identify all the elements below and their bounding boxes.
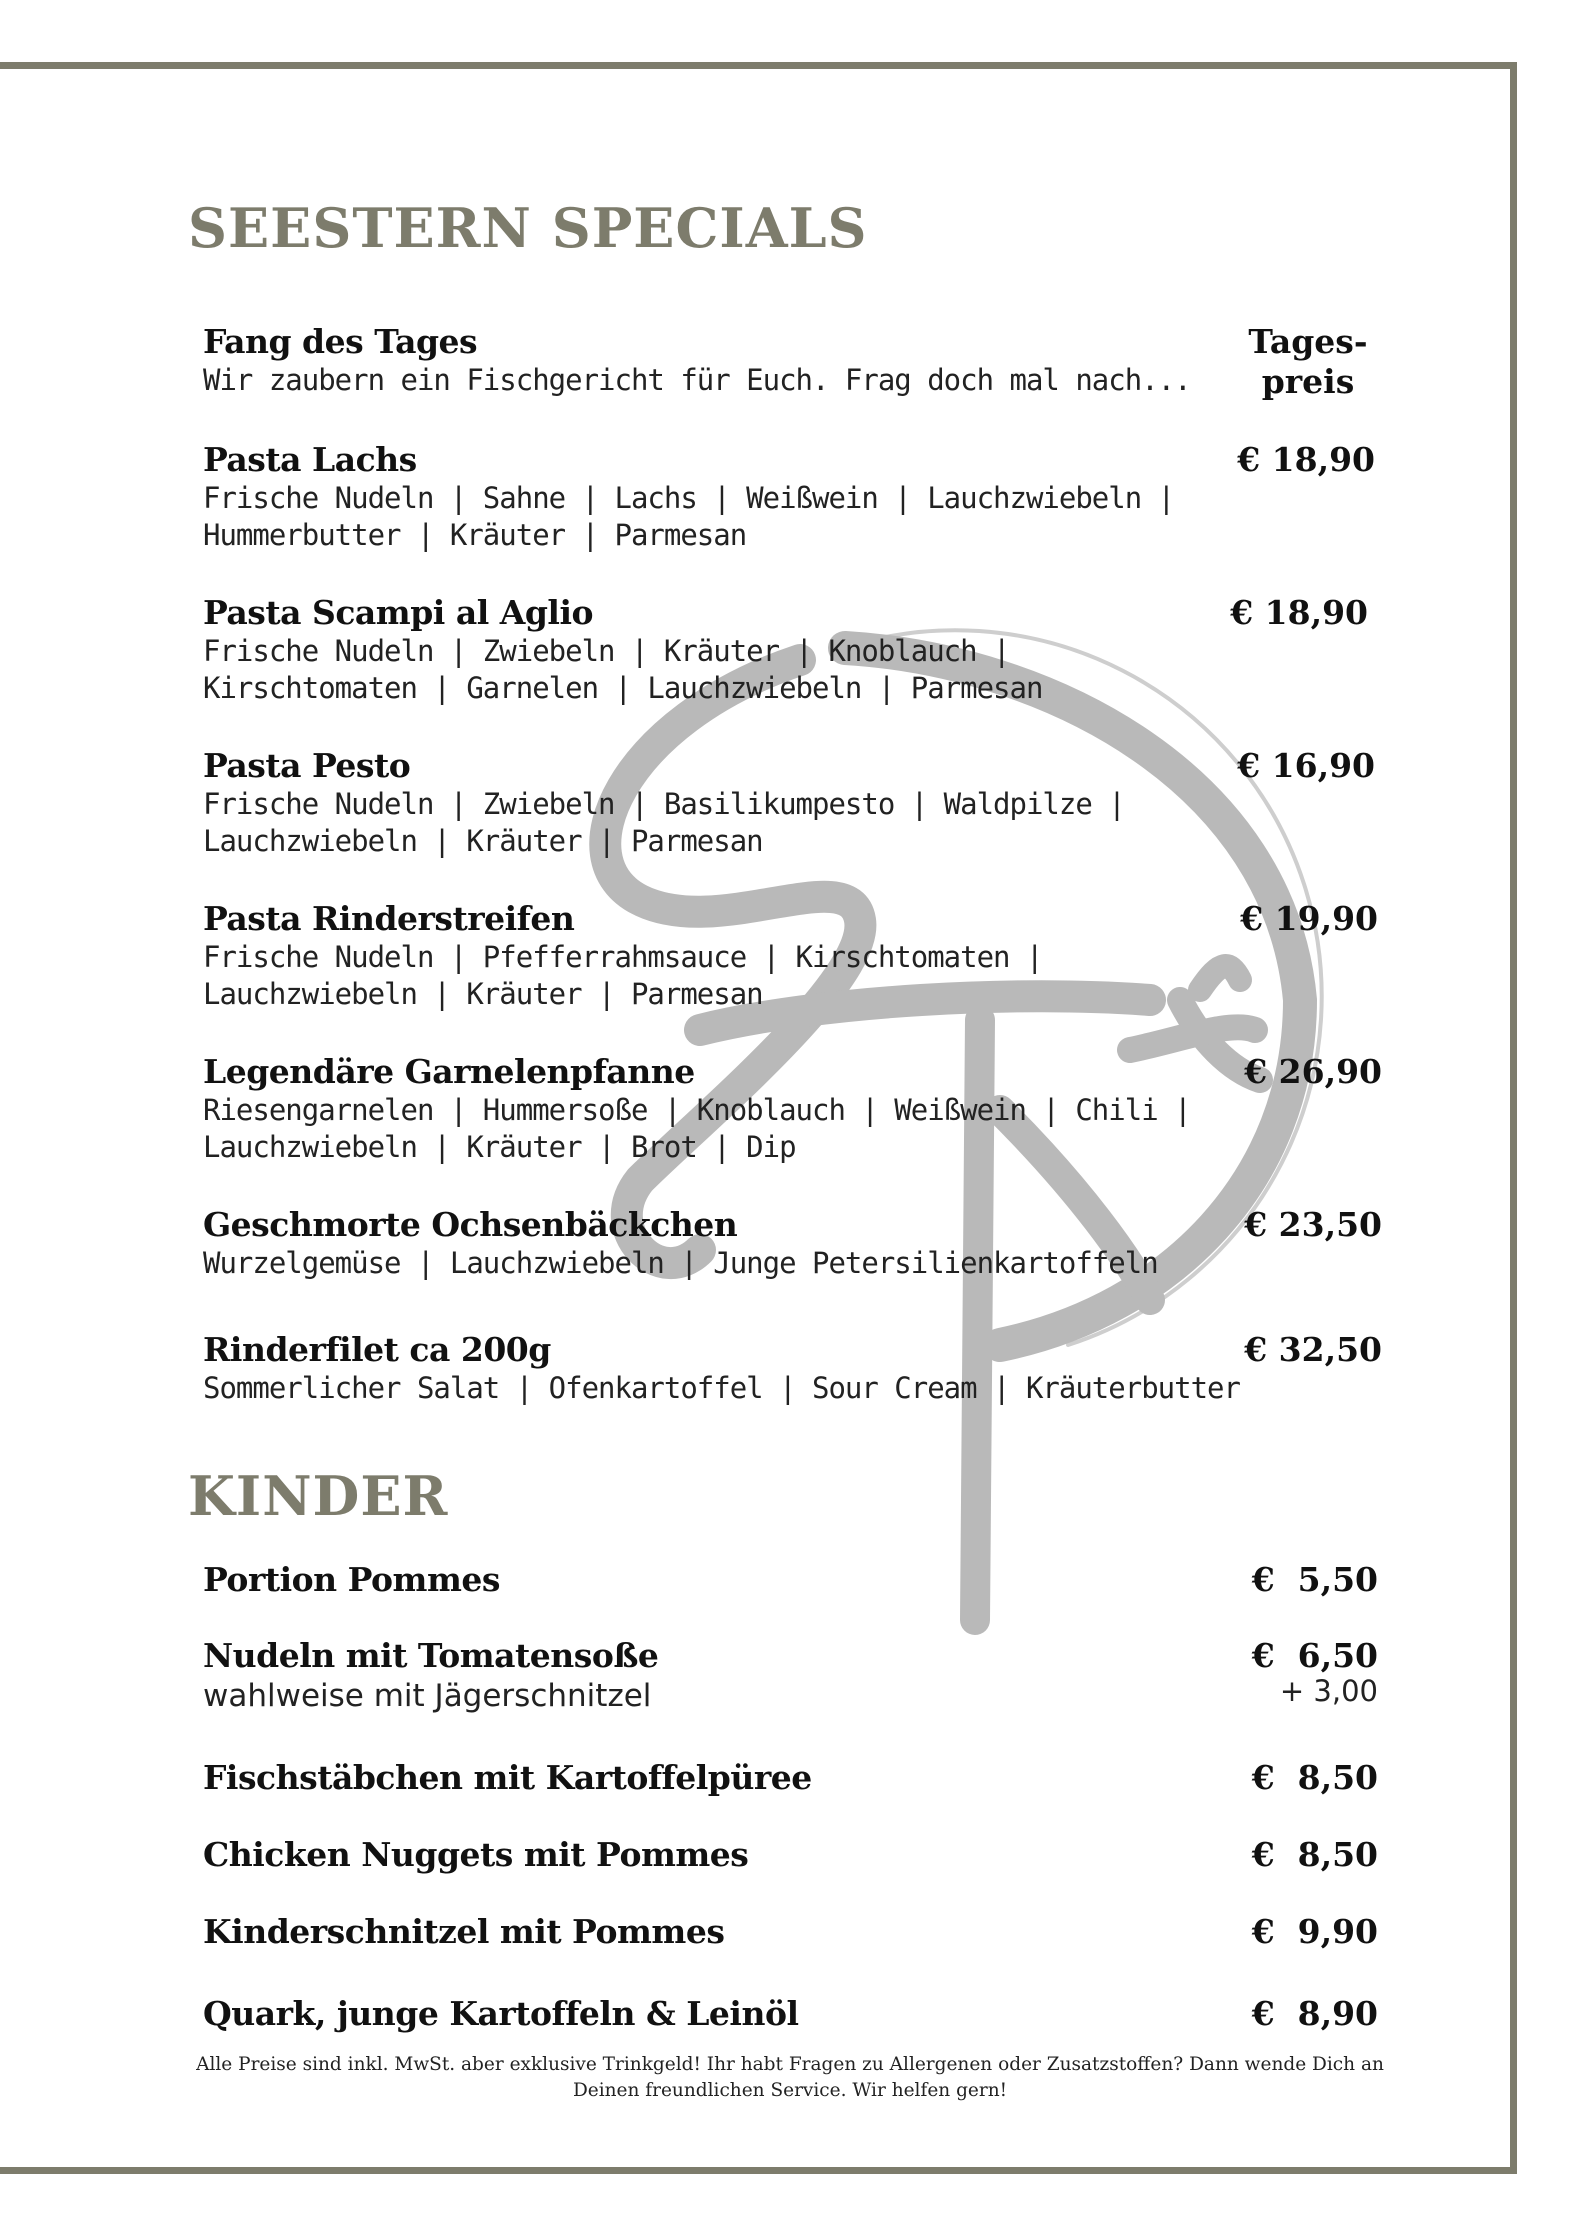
- menu-item-price: € 18,90: [1237, 440, 1375, 479]
- footer-note: Alle Preise sind inkl. MwSt. aber exklusive Trinkgeld! Ihr habt Fragen zu Allergenen oder Zusatzstoffen? Dann wende Dich an Deinen freundlichen Service. Wir helfen gern!: [196, 2054, 1384, 2101]
- menu-item-extra-price: + 3,00: [1279, 1674, 1378, 1708]
- menu-item-price: Tages- preis: [1248, 322, 1368, 401]
- menu-item-description: wahlweise mit Jägerschnitzel: [203, 1678, 652, 1714]
- menu-item-description: Sommerlicher Salat | Ofenkartoffel | Sour Cream | Kräuterbutter: [203, 1371, 1240, 1405]
- menu-item-description: Riesengarnelen | Hummersoße | Knoblauch | Weißwein | Chili | Lauchzwiebeln | Kräuter | Brot | Dip: [203, 1093, 1191, 1164]
- menu-item-price: € 32,50: [1244, 1330, 1382, 1369]
- menu-item-price: € 8,50: [1251, 1758, 1378, 1797]
- menu-item-name: Legendäre Garnelenpfanne: [203, 1052, 695, 1091]
- menu-item-name: Kinderschnitzel mit Pommes: [203, 1912, 725, 1951]
- menu-item-description: Wir zaubern ein Fischgericht für Euch. Frag doch mal nach...: [203, 363, 1191, 397]
- menu-item-name: Quark, junge Kartoffeln & Leinöl: [203, 1994, 799, 2033]
- menu-item-name: Fischstäbchen mit Kartoffelpüree: [203, 1758, 812, 1797]
- menu-item-name: Pasta Pesto: [203, 746, 411, 785]
- menu-item-name: Portion Pommes: [203, 1560, 500, 1599]
- menu-item-price: € 5,50: [1251, 1560, 1378, 1599]
- menu-item-description: Frische Nudeln | Zwiebeln | Basilikumpesto | Waldpilze | Lauchzwiebeln | Kräuter | Parmesan: [203, 787, 1125, 858]
- section-title-kids: KINDER: [188, 1464, 449, 1528]
- menu-item-name: Rinderfilet ca 200g: [203, 1330, 551, 1369]
- menu-item-description: Wurzelgemüse | Lauchzwiebeln | Junge Petersilienkartoffeln: [203, 1246, 1158, 1280]
- menu-item-name: Fang des Tages: [203, 322, 478, 361]
- menu-item-name: Nudeln mit Tomatensoße: [203, 1636, 659, 1675]
- menu-item-price: € 9,90: [1251, 1912, 1378, 1951]
- menu-item-description: Frische Nudeln | Pfefferrahmsauce | Kirschtomaten | Lauchzwiebeln | Kräuter | Parmesan: [203, 940, 1043, 1011]
- menu-item-price: € 26,90: [1244, 1052, 1382, 1091]
- menu-item-name: Geschmorte Ochsenbäckchen: [203, 1205, 738, 1244]
- menu-item-name: Pasta Rinderstreifen: [203, 899, 575, 938]
- menu-item-price: € 8,90: [1251, 1994, 1378, 2033]
- menu-item-name: Chicken Nuggets mit Pommes: [203, 1835, 749, 1874]
- menu-item-description: Frische Nudeln | Zwiebeln | Kräuter | Knoblauch | Kirschtomaten | Garnelen | Lauchzwiebeln | Parmesan: [203, 634, 1043, 705]
- menu-item: [203, 322, 1383, 399]
- menu-item-price: € 18,90: [1230, 593, 1368, 632]
- menu-item-price: € 16,90: [1237, 746, 1375, 785]
- section-title-specials: SEESTERN SPECIALS: [188, 196, 868, 260]
- menu-item-name: Pasta Scampi al Aglio: [203, 593, 593, 632]
- menu-item-price: € 19,90: [1240, 899, 1378, 938]
- menu-item-description: Frische Nudeln | Sahne | Lachs | Weißwein | Lauchzwiebeln | Hummerbutter | Kräuter | Parmesan: [203, 481, 1175, 552]
- menu-item-price: € 8,50: [1251, 1835, 1378, 1874]
- menu-item-price: € 6,50: [1251, 1636, 1378, 1675]
- menu-item-name: Pasta Lachs: [203, 440, 417, 479]
- menu-item-price: € 23,50: [1244, 1205, 1382, 1244]
